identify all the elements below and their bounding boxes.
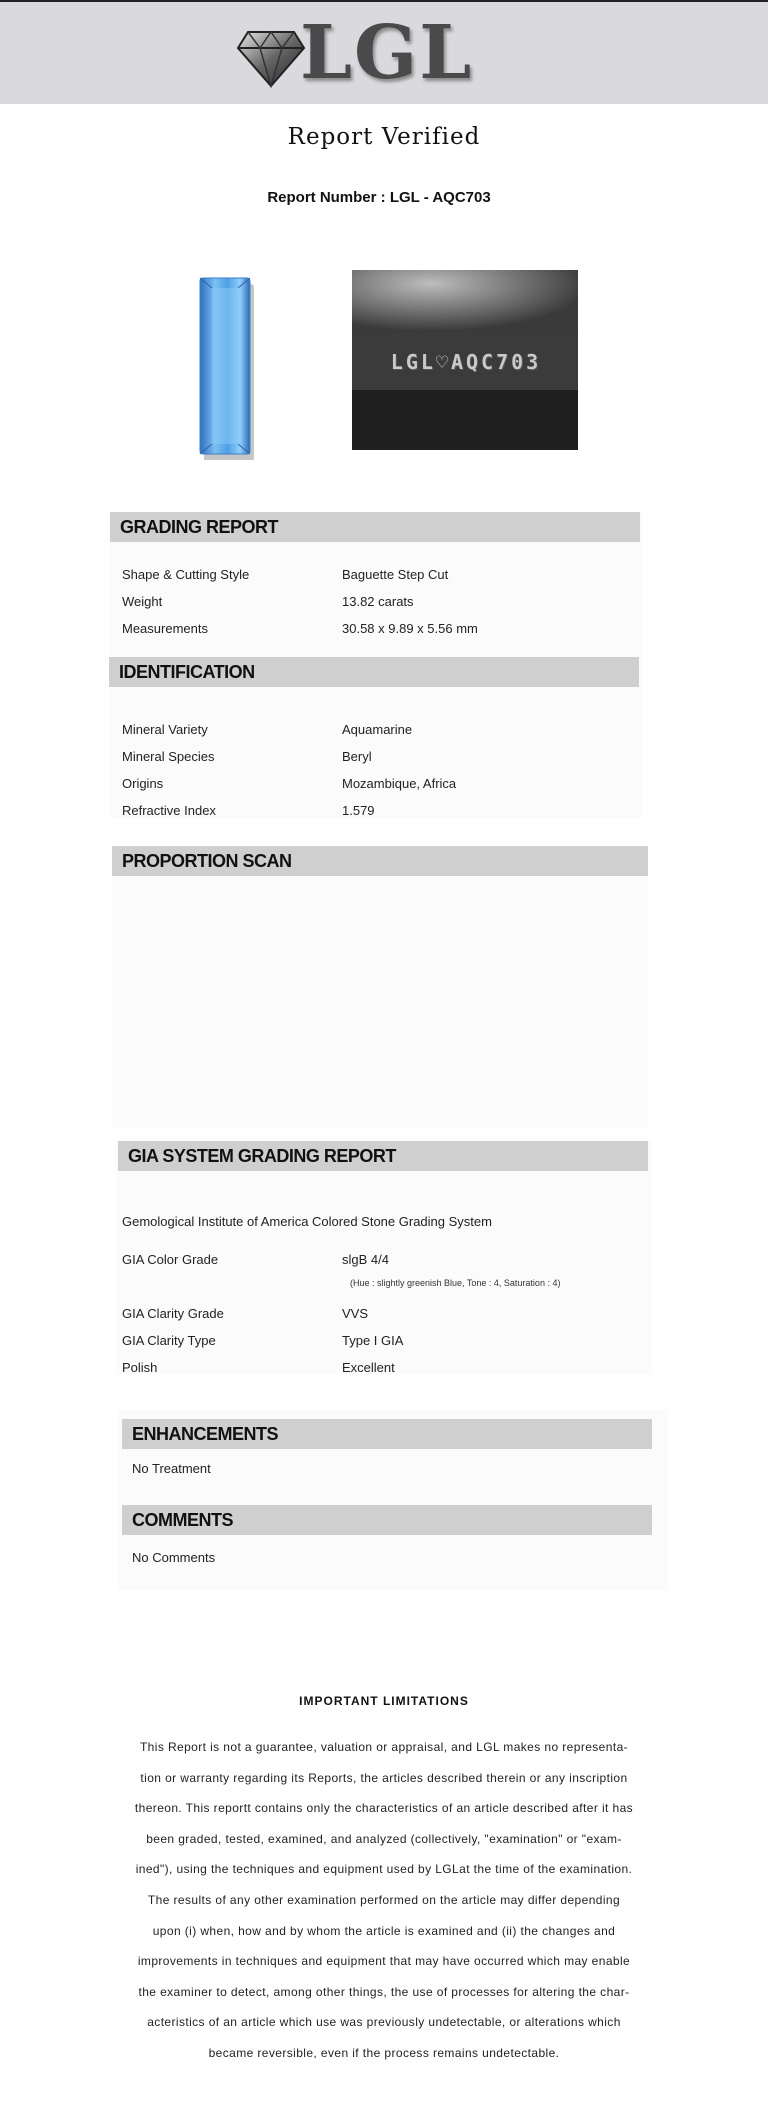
- enhancements-text: No Treatment: [132, 1461, 211, 1476]
- row-value: Beryl: [342, 749, 372, 764]
- limitations-line: ined"), using the techniques and equipment used by LGLat the time of the examination.: [135, 1862, 633, 1877]
- section-title: GRADING REPORT: [120, 517, 279, 537]
- enhancements-header: [122, 1419, 652, 1449]
- limitations-line: been graded, tested, examined, and analyzed (collectively, "examination" or "exam-: [146, 1831, 622, 1846]
- inscription-photo: [352, 270, 578, 450]
- diamond-icon: [236, 28, 306, 88]
- row-label: Origins: [122, 776, 164, 791]
- proportion-scan-panel: [112, 846, 648, 1128]
- row-value: slgB 4/4: [342, 1252, 389, 1267]
- limitations-line: upon (i) when, how and by whom the article is examined and (ii) the changes and: [152, 1923, 616, 1938]
- limitations-line: the examiner to detect, among other things, the use of processes for altering the char-: [138, 1984, 630, 1999]
- limitations-title: IMPORTANT LIMITATIONS: [299, 1694, 469, 1708]
- gia-system-subtitle: Gemological Institute of America Colored Stone Grading System: [122, 1214, 492, 1229]
- lgl-logo: [232, 10, 492, 100]
- limitations-line: tion or warranty regarding its Reports, the articles described therein or any inscription: [140, 1770, 628, 1785]
- row-label: Mineral Variety: [122, 722, 208, 737]
- comments-text: No Comments: [132, 1550, 216, 1565]
- row-label: Weight: [122, 594, 163, 609]
- row-value: Excellent: [342, 1360, 395, 1375]
- proportion-scan-header: [112, 846, 648, 876]
- row-label: Shape & Cutting Style: [122, 567, 250, 582]
- color-grade-note: (Hue : slightly greenish Blue, Tone : 4, Saturation : 4): [350, 1278, 561, 1288]
- section-title: GIA SYSTEM GRADING REPORT: [128, 1146, 396, 1166]
- logo-text: LGL: [300, 10, 474, 96]
- row-value: Aquamarine: [342, 722, 413, 737]
- laser-inscription: LGL♡AQC703: [390, 350, 542, 374]
- row-value: Type I GIA: [342, 1333, 404, 1348]
- comments-header: [122, 1505, 652, 1535]
- row-label: Polish: [122, 1360, 158, 1375]
- row-label: Refractive Index: [122, 803, 216, 818]
- row-label: Mineral Species: [122, 749, 215, 764]
- row-value: Mozambique, Africa: [342, 776, 457, 791]
- row-value: 1.579: [342, 803, 375, 818]
- row-label: GIA Clarity Grade: [122, 1306, 224, 1321]
- section-title: IDENTIFICATION: [119, 662, 255, 682]
- section-title: PROPORTION SCAN: [122, 851, 292, 871]
- limitations-line: This Report is not a guarantee, valuation or appraisal, and LGL makes no representa-: [139, 1740, 629, 1754]
- page-title: Report Verified: [287, 124, 481, 150]
- row-value: 30.58 x 9.89 x 5.56 mm: [342, 621, 478, 636]
- limitations-line: thereon. This reportt contains only the characteristics of an article described after it has: [134, 1801, 634, 1816]
- row-value: 13.82 carats: [342, 594, 414, 609]
- section-title: ENHANCEMENTS: [132, 1424, 279, 1444]
- row-value: Baguette Step Cut: [342, 567, 449, 582]
- identification-header: [109, 657, 639, 687]
- grading-report-header: [110, 512, 640, 542]
- header-banner: [0, 2, 768, 104]
- limitations-line: The results of any other examination performed on the article may differ depending: [147, 1892, 621, 1907]
- limitations-line: acteristics of an article which use was previously undetectable, or alterations which: [147, 2015, 621, 2030]
- gem-photo: [134, 270, 324, 460]
- row-label: GIA Color Grade: [122, 1252, 219, 1267]
- limitations-line: improvements in techniques and equipment that may have occurred which may enable: [137, 1954, 631, 1969]
- row-value: VVS: [342, 1306, 369, 1321]
- limitations-line: became reversible, even if the process remains undetectable.: [208, 2045, 560, 2060]
- row-label: GIA Clarity Type: [122, 1333, 216, 1348]
- limitations-body: [118, 1732, 650, 2069]
- report-number: Report Number : LGL - AQC703: [267, 189, 491, 206]
- row-label: Measurements: [122, 621, 208, 636]
- gia-report-header: [118, 1141, 648, 1171]
- aquamarine-gem-image: [134, 270, 324, 460]
- section-title: COMMENTS: [132, 1510, 233, 1530]
